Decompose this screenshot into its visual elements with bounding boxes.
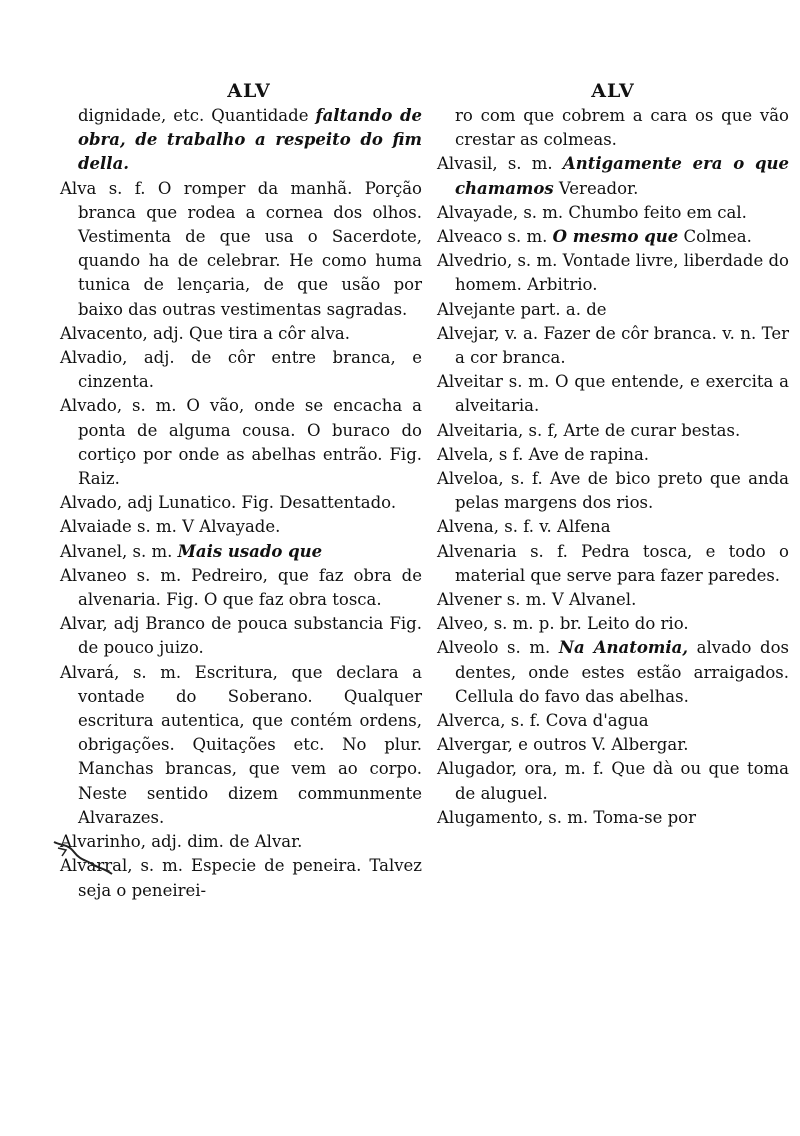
dictionary-entry [437,443,789,467]
dictionary-entry [437,515,789,539]
entry-text: Alvasil, s. m. [437,154,563,174]
entry-text: Alvedrio, s. m. Vontade livre, liberdade do homem. Arbitrio. [437,251,789,295]
dictionary-entry [60,177,422,322]
left-entries [60,104,422,903]
dictionary-entry [60,661,422,830]
entry-text: Alva s. f. O romper da manhã. Porção branca que rodea a cornea dos olhos. Vestimenta de que usa o Sacerdote, quando ha de celebrar. He como huma tunica de lençaria, de que usão por baixo das outras vestimentas sagradas. [60,178,422,319]
dictionary-entry [437,733,789,757]
ink-scratch-mark [52,838,122,878]
entry-text: Alugamento, s. m. Toma-se por [437,807,696,827]
dictionary-entry [437,104,789,152]
entry-text: Alvena, s. f. v. Alfena [437,517,611,537]
entry-text-tail: Colmea. [678,227,752,247]
entry-text: Alvejar, v. a. Fazer de côr branca. v. n. Ter a cor branca. [437,323,789,368]
dictionary-entry [437,806,789,830]
dictionary-entry [437,152,789,200]
dictionary-entry [60,394,422,491]
entry-text: Alvayade, s. m. Chumbo feito em cal. [437,202,747,222]
entry-text: Alveitaria, s. f, Arte de curar bestas. [437,420,741,440]
dictionary-entry [60,322,422,346]
dictionary-entry [437,709,789,733]
entry-text: Alvacento, adj. Que tira a côr alva. [60,323,350,343]
dictionary-entry [437,225,789,249]
dictionary-entry [437,612,789,636]
dictionary-entry [437,588,789,612]
dictionary-entry [437,467,789,515]
entry-text: Alvela, s f. Ave de rapina. [437,444,650,464]
right-entries [437,104,789,830]
entry-text: Alvergar, e outros V. Albergar. [437,735,689,755]
entry-text: dignidade, etc. Quantidade [78,106,316,125]
entry-italic-text: Antigamente era o que chamamos [455,154,789,198]
entry-italic-text: Mais usado que [177,541,323,561]
entry-italic-text: faltando de obra, de trabalho a respeito do fim della. [78,106,422,174]
entry-text: Alvadio, adj. de côr entre branca, e cinzenta. [60,348,422,392]
dictionary-entry [60,104,422,177]
entry-text: ro com que cobrem a cara os que vão crestar as colmeas. [455,106,789,150]
dictionary-entry [437,201,789,225]
entry-text: Alvarinho, adj. dim. de Alvar. [60,832,303,852]
entry-text: Alveolo s. m. [437,638,559,658]
dictionary-entry [437,419,789,443]
entry-text: Alvará, s. m. Escritura, que declara a vontade do Soberano. Qualquer escritura autentica, que contém ordens, obrigações. Quitações etc. No plur. Manchas brancas, que vem ao corpo. Neste sentido dizem communmente Alvarazes. [60,662,422,827]
entry-text: Alvado, adj Lunatico. Fig. Desattentado. [60,493,397,513]
right-running-header: ALV [591,80,635,102]
entry-text: Alveloa, s. f. Ave de bico preto que anda pelas margens dos rios. [437,469,789,513]
entry-text: Alugador, ora, m. f. Que dà ou que toma de aluguel. [437,759,789,803]
entry-italic-text: O mesmo que [552,227,679,247]
dictionary-entry [60,564,422,612]
entry-text: Alvener s. m. V Alvanel. [437,590,637,610]
entry-text: Alveaco s. m. [437,227,553,247]
dictionary-entry [437,298,789,322]
dictionary-entry [437,370,789,418]
entry-text: Alveitar s. m. O que entende, e exercita a alveitaria. [437,372,789,416]
right-column [437,78,789,830]
entry-text: Alvado, s. m. O vão, onde se encacha a ponta de alguma cousa. O buraco do cortiço por onde as abelhas entrão. Fig. Raiz. [60,396,422,489]
entry-text: Alvanel, s. m. [60,541,178,561]
entry-text: Alvaiade s. m. V Alvayade. [60,517,281,537]
entry-text: Alverca, s. f. Cova d'agua [437,711,649,731]
dictionary-entry [60,515,422,539]
dictionary-entry [60,612,422,660]
entry-text-tail: alvado dos dentes, onde estes estão arraigados. Cellula do favo das abelhas. [455,638,790,706]
left-running-header: ALV [227,80,271,102]
entry-text: Alvaneo s. m. Pedreiro, que faz obra de alvenaria. Fig. O que faz obra tosca. [60,565,422,610]
entry-text: Alvejante part. a. de [437,299,607,319]
dictionary-entry [437,540,789,588]
dictionary-entry [437,249,789,297]
dictionary-entry [60,491,422,515]
left-column [60,78,422,903]
dictionary-entry [437,636,789,709]
entry-text: Alvarral, s. m. Especie de peneira. Talvez seja o peneirei- [60,856,422,900]
dictionary-entry [60,346,422,394]
dictionary-entry [437,322,789,370]
entry-italic-text: Na Anatomia, [558,638,689,658]
entry-text: Alvenaria s. f. Pedra tosca, e todo o material que serve para fazer paredes. [437,541,789,585]
entry-text: Alvar, adj Branco de pouca substancia Fig. de pouco juizo. [60,614,422,658]
entry-text: Alveo, s. m. p. br. Leito do rio. [437,614,689,634]
dictionary-entry [437,757,789,805]
dictionary-entry [60,540,422,564]
entry-text-tail: Vereador. [553,178,639,198]
